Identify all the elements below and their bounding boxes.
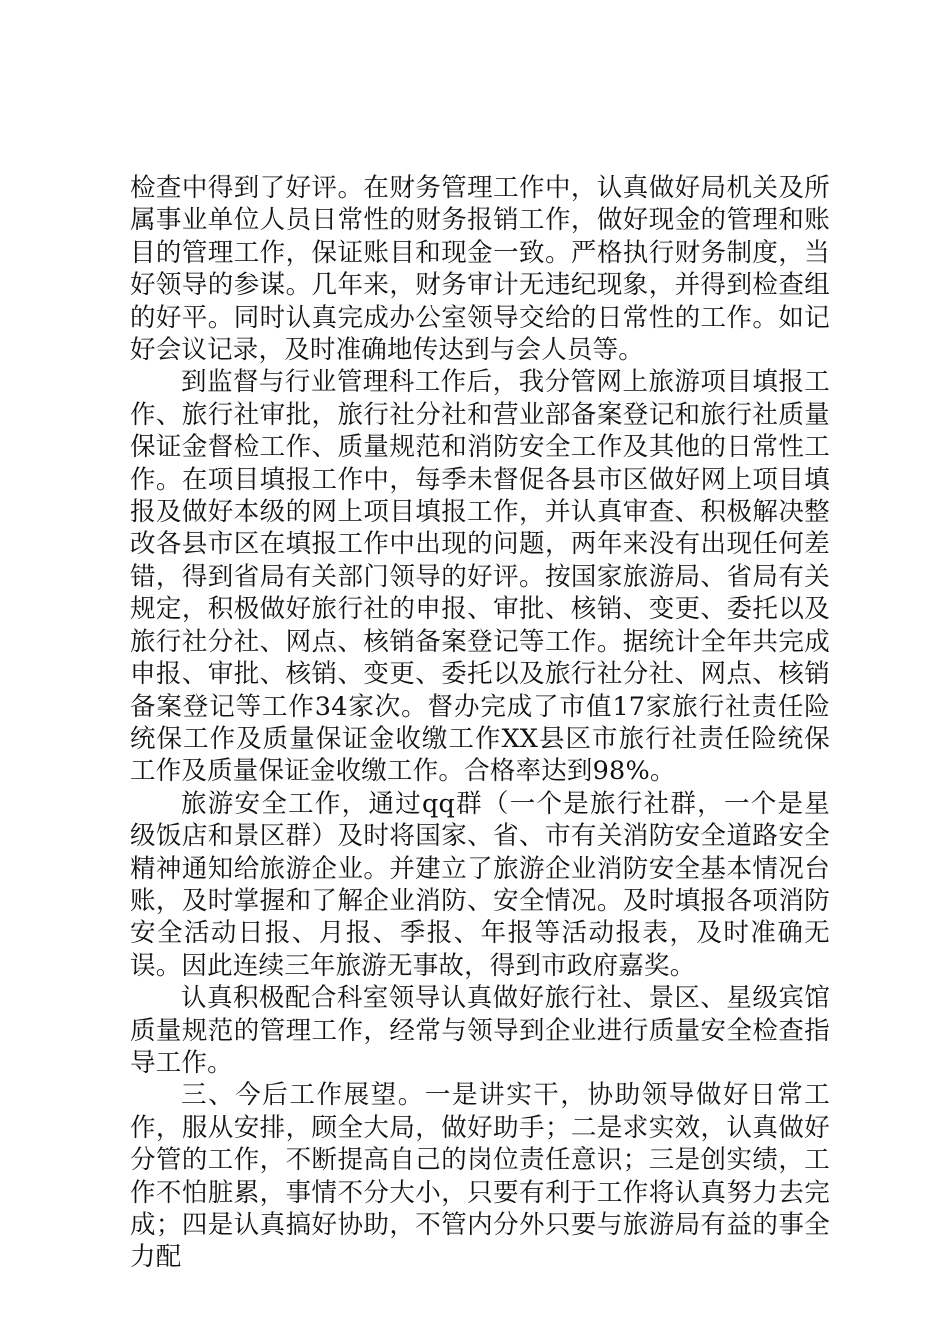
document-body [130,172,830,1274]
paragraph-tourism-safety: 旅游安全工作，通过qq群（一个是旅行社群，一个是星级饭店和景区群）及时将国家、省、市有关消防安全道路安全精神通知给旅游企业。并建立了旅游企业消防安全基本情况台账，及时掌握和了解企业消防、安全情况。及时填报各项消防安全活动日报、月报、季报、年报等活动报表，及时准确无误。因此连续三年旅游无事故，得到市政府嘉奖。 [130,788,830,981]
paragraph-supervision-work: 到监督与行业管理科工作后，我分管网上旅游项目填报工作、旅行社审批，旅行社分社和营业部备案登记和旅行社质量保证金督检工作、质量规范和消防安全工作及其他的日常性工作。在项目填报工作中，每季未督促各县市区做好网上项目填报及做好本级的网上项目填报工作，并认真审查、积极解决整改各县市区在填报工作中出现的问题，两年来没有出现任何差错，得到省局有关部门领导的好评。按国家旅游局、省局有关规定，积极做好旅行社的申报、审批、核销、变更、委托以及旅行社分社、网点、核销备案登记等工作。据统计全年共完成申报、审批、核销、变更、委托以及旅行社分社、网点、核销备案登记等工作34家次。督办完成了市值17家旅行社责任险统保工作及质量保证金收缴工作XX县区市旅行社责任险统保工作及质量保证金收缴工作。合格率达到98%。 [130,367,830,787]
paragraph-finance-work: 检查中得到了好评。在财务管理工作中，认真做好局机关及所属事业单位人员日常性的财务报销工作，做好现金的管理和账目的管理工作，保证账目和现金一致。严格执行财务制度，当好领导的参谋。几年来，财务审计无违纪现象，并得到检查组的好平。同时认真完成办公室领导交给的日常性的工作。如记好会议记录，及时准确地传达到与会人员等。 [130,173,830,366]
paragraph-future-outlook: 三、今后工作展望。一是讲实干，协助领导做好日常工作，服从安排，顾全大局，做好助手；二是求实效，认真做好分管的工作，不断提高自己的岗位责任意识；三是创实绩，工作不怕脏累，事情不分大小，只要有利于工作将认真努力去完成；四是认真搞好协助，不管内分外只要与旅游局有益的事全力配 [130,1080,830,1273]
paragraph-quality-management: 认真积极配合科室领导认真做好旅行社、景区、星级宾馆质量规范的管理工作，经常与领导到企业进行质量安全检查指导工作。 [130,983,830,1078]
